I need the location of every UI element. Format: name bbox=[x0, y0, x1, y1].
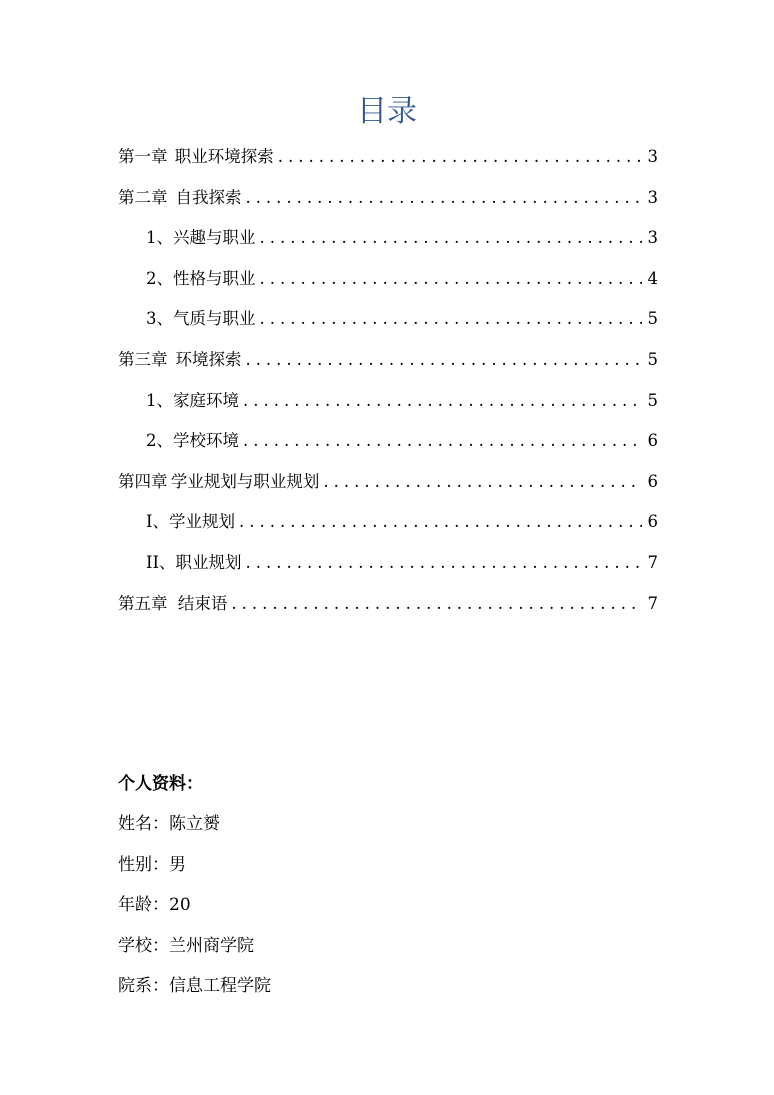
toc-dot-leader bbox=[243, 381, 642, 422]
toc-dot-leader bbox=[245, 178, 641, 219]
toc-entry[interactable] bbox=[118, 543, 658, 584]
info-value: 陈立赟 bbox=[169, 814, 220, 834]
toc-dot-leader bbox=[246, 543, 642, 584]
toc-chapter-number: 第五章 bbox=[118, 593, 168, 613]
toc-dot-leader bbox=[260, 218, 642, 259]
toc-entry-title: 结束语 bbox=[177, 593, 228, 613]
toc-entry-title: 2、性格与职业 bbox=[146, 268, 256, 288]
toc-entry-title: 1、家庭环境 bbox=[146, 390, 239, 410]
toc-dot-leader bbox=[278, 137, 642, 178]
toc-page-number: 3 bbox=[647, 228, 658, 248]
toc-entry-title: 3、气质与职业 bbox=[146, 309, 256, 329]
toc-chapter-number: 第四章 bbox=[118, 471, 168, 491]
info-value: 20 bbox=[169, 895, 191, 916]
toc-entry-title: 职业环境探索 bbox=[174, 147, 274, 166]
toc-entry[interactable] bbox=[118, 462, 658, 503]
personal-info-heading: 个人资料： bbox=[118, 774, 203, 794]
toc-entry[interactable] bbox=[118, 218, 658, 259]
toc-entry-title: 环境探索 bbox=[175, 349, 242, 369]
toc-entry-title: I、学业规划 bbox=[146, 512, 236, 532]
toc-entry-title: 2、学校环境 bbox=[146, 431, 239, 451]
toc-entry-title: 自我探索 bbox=[175, 187, 242, 207]
toc-entry[interactable] bbox=[118, 421, 658, 462]
toc-entry-title: II、职业规划 bbox=[146, 552, 242, 572]
info-row-gender bbox=[118, 845, 658, 886]
info-label: 性别： bbox=[118, 854, 169, 875]
toc-entry[interactable] bbox=[118, 381, 658, 422]
toc-page-number: 3 bbox=[647, 187, 658, 207]
toc-entry[interactable] bbox=[118, 137, 658, 178]
toc-dot-leader bbox=[231, 584, 641, 625]
toc-page-number: 4 bbox=[647, 268, 658, 288]
toc-page-number: 7 bbox=[647, 593, 658, 613]
toc-chapter-number: 第二章 bbox=[118, 187, 168, 207]
toc-page-number: 5 bbox=[647, 309, 658, 329]
toc-entry[interactable] bbox=[118, 502, 658, 543]
toc-entry[interactable] bbox=[118, 584, 658, 625]
info-label: 学校： bbox=[118, 935, 169, 956]
toc-entry[interactable] bbox=[118, 178, 658, 219]
toc-title: 目录 bbox=[357, 94, 417, 129]
info-label: 年龄： bbox=[118, 895, 169, 916]
toc-entry[interactable] bbox=[118, 299, 658, 340]
toc-chapter-number: 第一章 bbox=[118, 147, 168, 166]
personal-info-section bbox=[118, 764, 658, 1007]
info-value: 信息工程学院 bbox=[169, 976, 271, 997]
toc-page-number: 6 bbox=[647, 512, 658, 532]
toc-page-number: 7 bbox=[647, 552, 658, 572]
toc-page-number: 6 bbox=[647, 471, 658, 491]
info-label: 院系： bbox=[118, 976, 169, 997]
toc-entry[interactable] bbox=[118, 259, 658, 300]
info-label: 姓名： bbox=[118, 814, 169, 834]
toc-chapter-number: 第三章 bbox=[118, 349, 168, 369]
toc-entry-title: 1、兴趣与职业 bbox=[146, 228, 256, 248]
toc-page-number: 6 bbox=[647, 431, 658, 451]
toc-dot-leader bbox=[239, 502, 641, 543]
toc-entry[interactable] bbox=[118, 340, 658, 381]
toc-dot-leader bbox=[245, 340, 641, 381]
info-row-school bbox=[118, 926, 658, 967]
toc-page-number: 5 bbox=[647, 349, 658, 369]
info-row-department bbox=[118, 966, 658, 1007]
toc-entry-title: 学业规划与职业规划 bbox=[170, 471, 320, 491]
toc-dot-leader bbox=[243, 421, 642, 462]
info-row-age bbox=[118, 885, 658, 926]
info-value: 男 bbox=[169, 854, 186, 875]
info-value: 兰州商学院 bbox=[169, 935, 254, 956]
toc-dot-leader bbox=[260, 259, 642, 300]
info-row-name bbox=[118, 804, 658, 845]
toc-page-number: 3 bbox=[647, 147, 658, 166]
table-of-contents bbox=[118, 137, 658, 624]
toc-page-number: 5 bbox=[647, 390, 658, 410]
toc-dot-leader bbox=[260, 299, 642, 340]
toc-dot-leader bbox=[323, 462, 641, 503]
